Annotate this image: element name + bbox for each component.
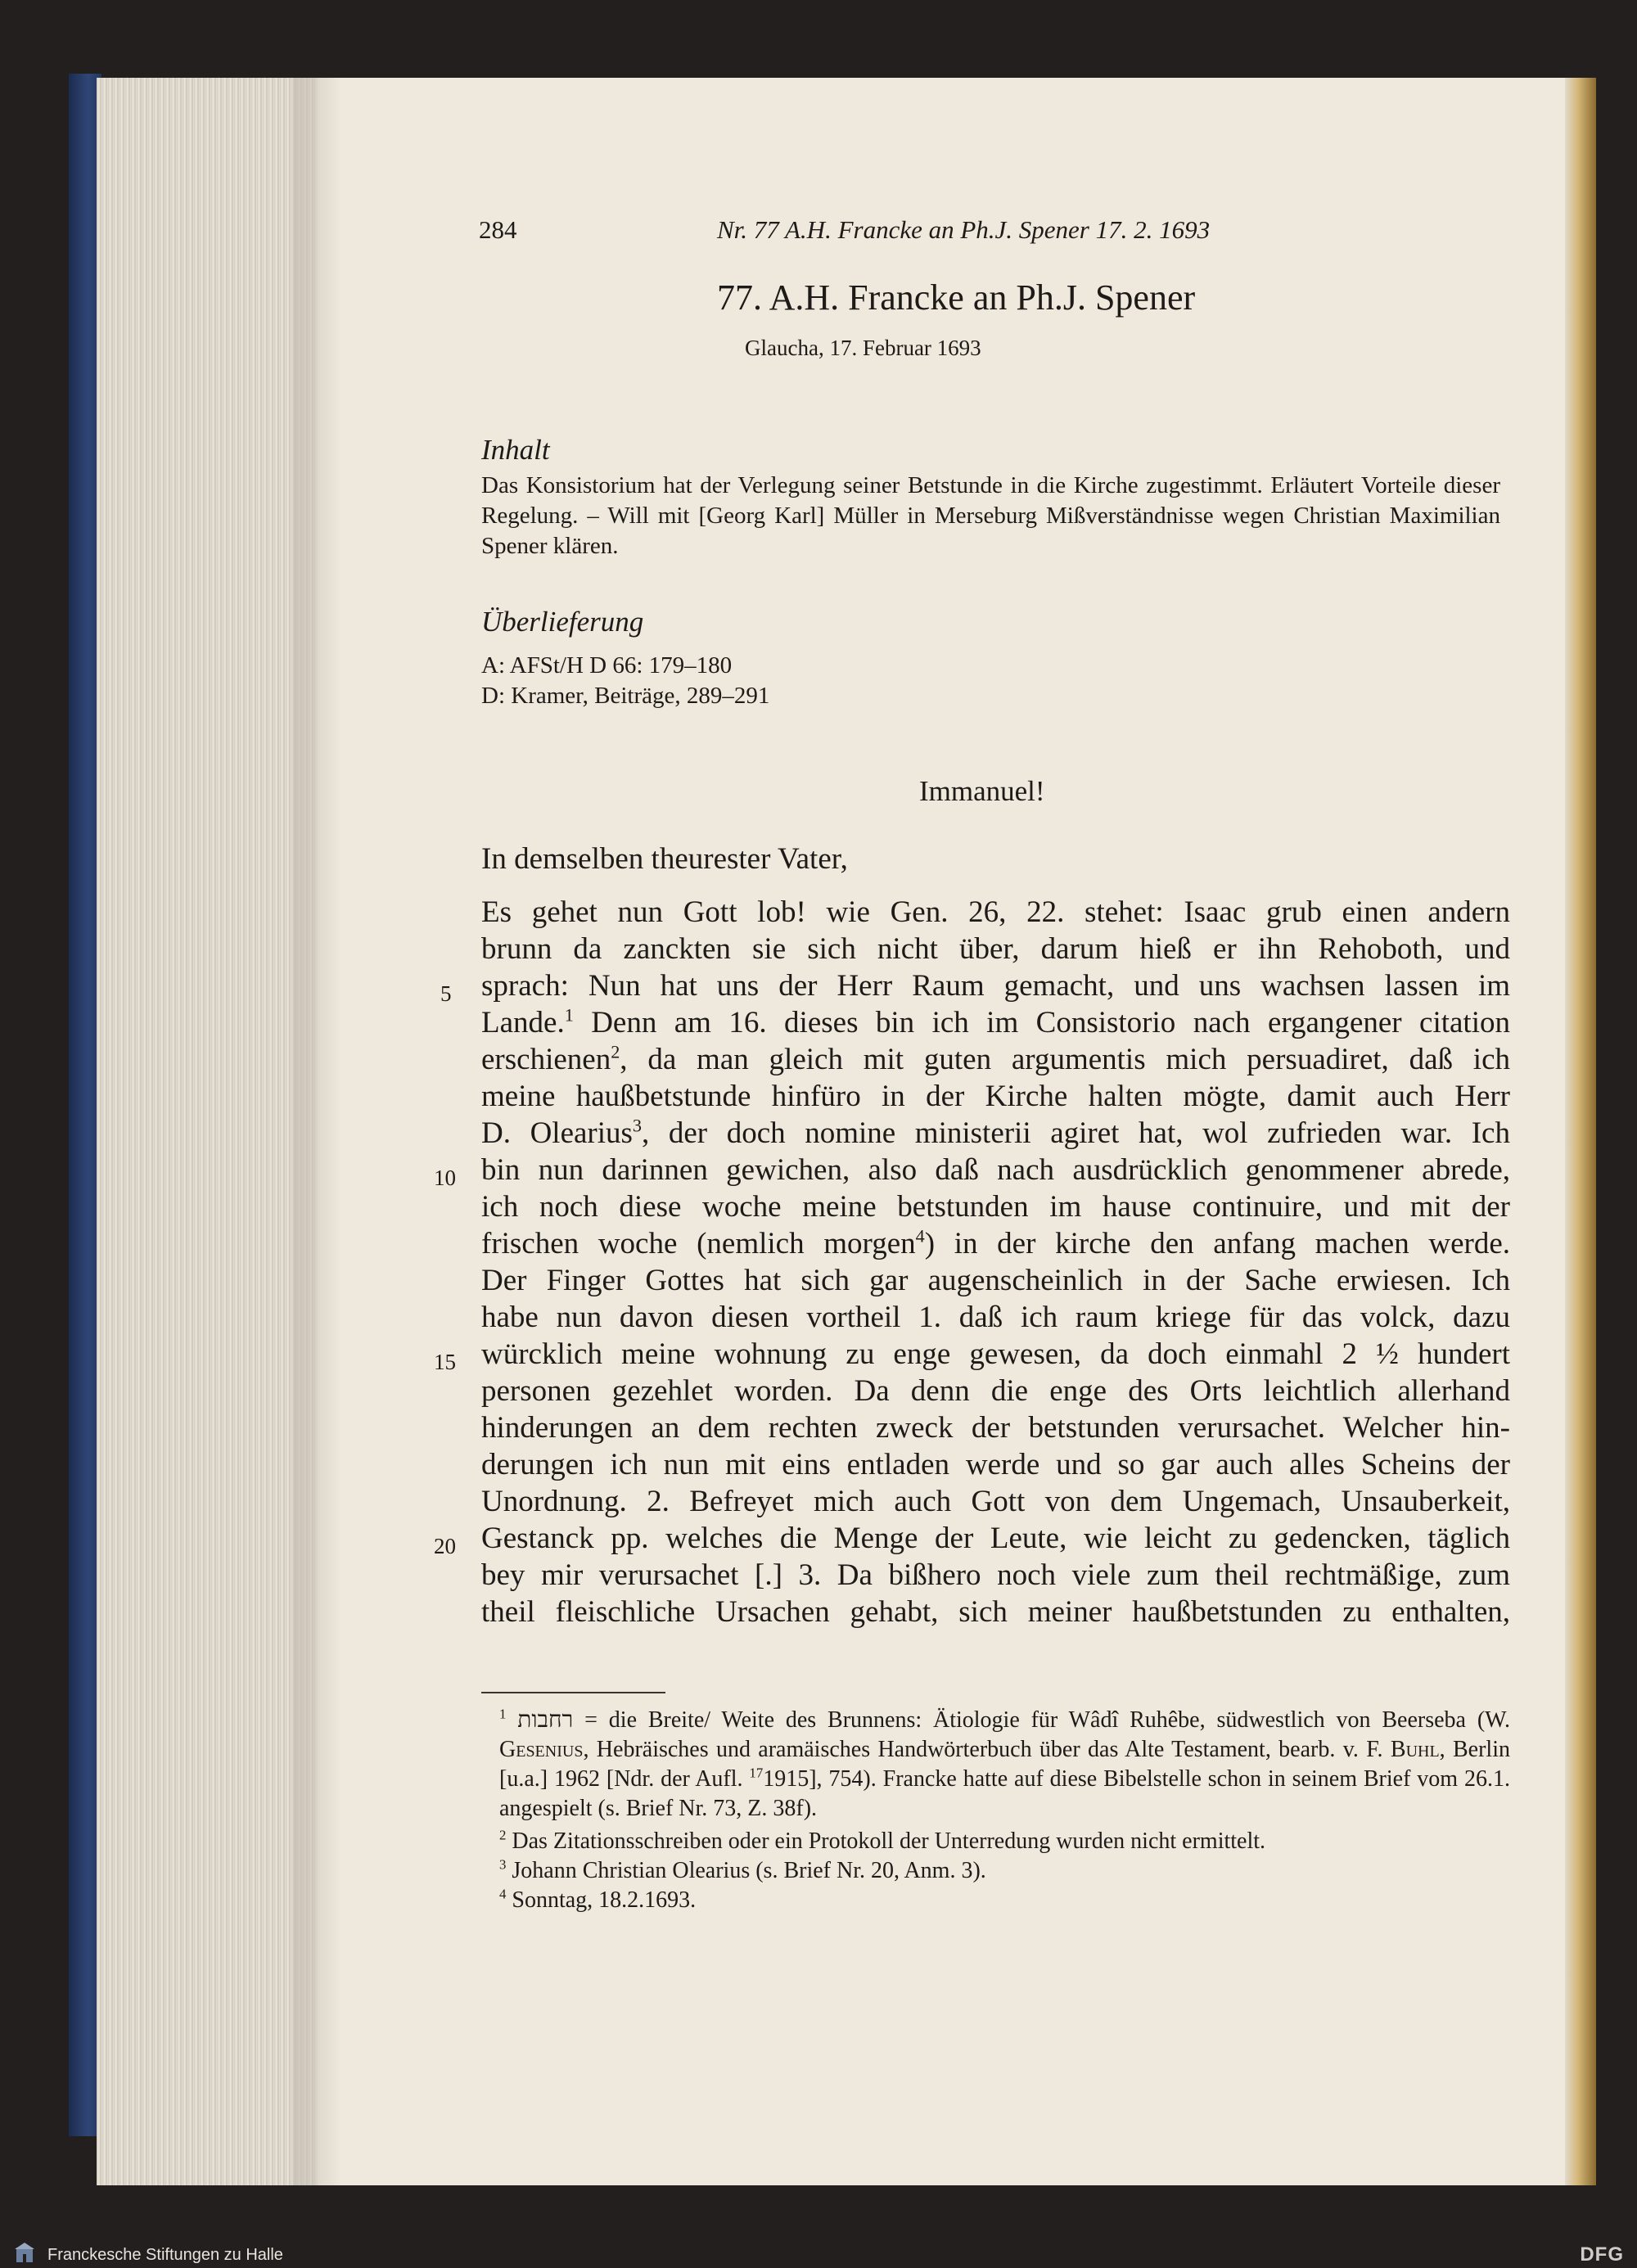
line-number: 5 (440, 981, 452, 1006)
text-run: ) in der kirche den anfang machen werde. (924, 1227, 1511, 1260)
author-name: Gesenius (499, 1737, 584, 1762)
salutation: In demselben theurester Vater, (481, 842, 848, 876)
footnote-number: 1 (499, 1706, 507, 1722)
text-line: Der Finger Gottes hat sich gar augenscheinlich in der Sache erwiesen. Ich (481, 1264, 1510, 1297)
text-run: , Hebräisches und aramäisches Handwörterbuch über das Alte Testament, bearb. v. F. (583, 1737, 1391, 1762)
text-line: sprach: Nun hat uns der Herr Raum gemacht, und uns wachsen lassen im (481, 969, 1510, 1003)
footnote-number: 2 (499, 1827, 507, 1843)
text-run: erschienen (481, 1043, 611, 1076)
inhalt-text: Das Konsistorium hat der Verlegung seiner Betstunde in die Kirche zugestimmt. Erläutert Vorteile dieser Regelung. – Will mit [Georg Karl] Müller in Merseburg Mißverständnisse wegen Christian Maximilian Spener klären. (481, 472, 1500, 559)
institution-name: Franckesche Stiftungen zu Halle (47, 2246, 283, 2264)
text-line: theil fleischliche Ursachen gehabt, sich meiner haußbetstunden zu enthalten, (481, 1595, 1510, 1629)
line-number: 10 (434, 1166, 456, 1190)
ueberlieferung-heading: Überlieferung (481, 606, 644, 638)
text-line: würcklich meine wohnung zu enge gewesen, da doch einmahl 2 ½ hundert (481, 1337, 1510, 1371)
text-line: personen gezehlet worden. Da denn die enge des Orts leichtlich allerhand (481, 1374, 1510, 1408)
footnote-marker: 2 (611, 1041, 620, 1062)
text-line: bin nun darinnen gewichen, also daß nach ausdrücklich genommener abrede, (481, 1153, 1510, 1187)
footnote-marker: 3 (632, 1115, 643, 1136)
text-run: D. Olearius (481, 1116, 633, 1150)
text-run: , da man gleich mit guten argumentis mich persuadiret, daß ich (620, 1043, 1510, 1076)
line-number: 15 (434, 1350, 456, 1374)
facing-page-edge (1565, 78, 1596, 2185)
footnote-number: 3 (499, 1856, 507, 1873)
line-number: 20 (434, 1534, 456, 1558)
text-line: hinderungen an dem rechten zweck der betstunden verursachet. Welcher hin- (481, 1411, 1510, 1445)
text-run: , der doch nomine ministerii agiret hat, wol zufrieden war. Ich (642, 1116, 1510, 1150)
greeting: Immanuel! (919, 775, 1045, 807)
text-run: , Berlin [u.a.] 1962 [Ndr. der Aufl. (499, 1737, 1510, 1792)
edition-superscript: 17 (749, 1765, 764, 1781)
institution-logo-icon (15, 2243, 34, 2266)
text-line: Unordnung. 2. Befreyet mich auch Gott von dem Ungemach, Unsauberkeit, (481, 1485, 1510, 1518)
footnote-rule (481, 1692, 665, 1693)
text-run: Denn am 16. dieses bin ich im Consistorio nach ergangener citation (573, 1006, 1510, 1039)
text-line (481, 1225, 1510, 1263)
text-line (481, 1115, 1510, 1152)
source-a: A: AFSt/H D 66: 179–180 (481, 652, 733, 679)
text-run: Das Zitationsschreiben oder ein Protokoll der Unterredung wurden nicht ermittelt. (512, 1828, 1266, 1854)
text-line: meine haußbetstunde hinfüro in der Kirche halten mögte, damit auch Herr (481, 1080, 1510, 1113)
text-run: frischen woche (nemlich morgen (481, 1227, 916, 1260)
text-line (481, 1041, 1510, 1079)
page-number: 284 (479, 215, 517, 244)
page-edges (97, 78, 318, 2185)
footnote-marker: 4 (915, 1225, 925, 1247)
text-line: Es gehet nun Gott lob! wie Gen. 26, 22. stehet: Isaac grub einen andern (481, 895, 1510, 929)
text-run: = die Breite/ Weite des Brunnens: Ätiologie für Wâdî Ruhêbe, südwestlich von Beerseba (W. (573, 1707, 1510, 1733)
text-line: Gestanck pp. welches die Menge der Leute, wie leicht zu gedencken, täglich (481, 1522, 1510, 1555)
text-line: derungen ich nun mit eins entladen werde und so gar auch alles Scheins der (481, 1448, 1510, 1481)
text-run: Johann Christian Olearius (s. Brief Nr. 20, Anm. 3). (512, 1858, 986, 1883)
text-line: bey mir verursachet [.] 3. Da bißhero noch viele zum theil rechtmäßige, zum (481, 1558, 1510, 1592)
author-name: Buhl (1390, 1737, 1440, 1762)
dfg-logo: DFG (1580, 2243, 1624, 2266)
letter-place-date: Glaucha, 17. Februar 1693 (745, 336, 981, 360)
footnote-1 (499, 1706, 1510, 1824)
text-line (481, 1004, 1510, 1042)
source-d: D: Kramer, Beiträge, 289–291 (481, 683, 770, 709)
footnote-4 (499, 1887, 696, 1914)
text-line: habe nun davon diesen vortheil 1. daß ich raum kriege für das volck, dazu (481, 1301, 1510, 1334)
text-run: 1915], 754). Francke hatte auf diese Bibelstelle schon in seinem Brief vom 26.1. angespielt (s. Brief Nr. 73, Z. 38f). (499, 1766, 1510, 1821)
inhalt-heading: Inhalt (481, 434, 550, 466)
running-head: Nr. 77 A.H. Francke an Ph.J. Spener 17. 2. 1693 (717, 215, 1211, 244)
footnote-2 (499, 1828, 1265, 1855)
text-line: ich noch diese woche meine betstunden im hause continuire, und mit der (481, 1190, 1510, 1224)
text-run: Lande. (481, 1006, 565, 1039)
text-run: Sonntag, 18.2.1693. (512, 1887, 697, 1913)
footnote-number: 4 (499, 1886, 507, 1902)
footnote-marker: 1 (564, 1004, 574, 1026)
footnote-3 (499, 1858, 986, 1884)
hebrew-word: רחבות (517, 1707, 574, 1733)
text-line: brunn da zanckten sie sich nicht über, darum hieß er ihn Rehoboth, und (481, 932, 1510, 966)
letter-title: 77. A.H. Francke an Ph.J. Spener (717, 277, 1196, 318)
